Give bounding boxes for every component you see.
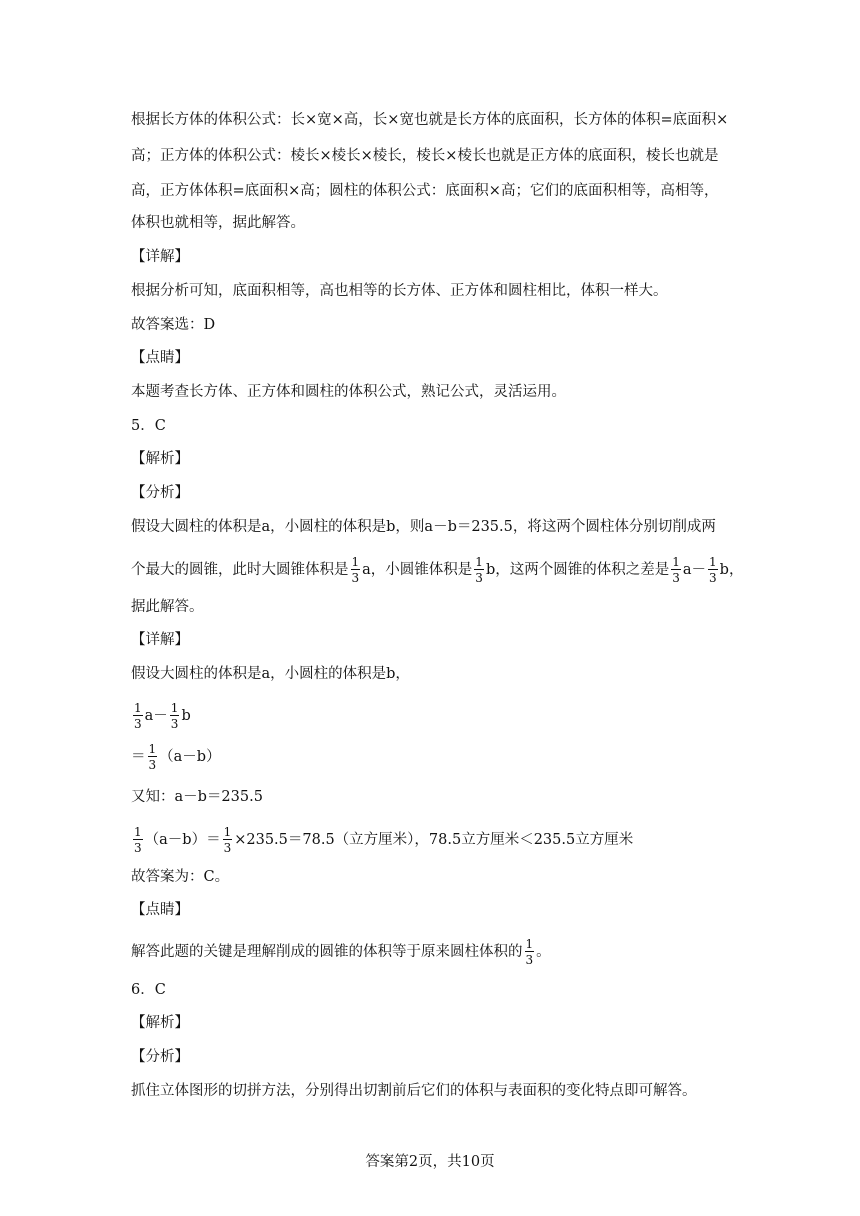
- text-line: 高，正方体体积=底面积×高；圆柱的体积公式：底面积×高；它们的底面积相等，高相等，: [131, 183, 719, 199]
- fraction-one-third: $\frac{1}{3}$: [134, 701, 142, 731]
- fraction-one-third: $\frac{1}{3}$: [525, 937, 534, 967]
- section-header: 【点睛】: [131, 350, 189, 366]
- section-header: 【详解】: [131, 249, 189, 265]
- fraction-one-third: $\frac{1}{3}$: [170, 701, 179, 731]
- fraction-one-third: $\frac{1}{3}$: [475, 555, 483, 585]
- section-header: 【分析】: [131, 485, 189, 501]
- section-header: 【解析】: [131, 1015, 189, 1031]
- calculation-line: ＝ $\frac{1}{3}$ （a－b）: [131, 742, 221, 772]
- answer-line: 故答案选：D: [131, 317, 216, 333]
- section-header: 【点睛】: [131, 902, 189, 918]
- question-number: 6．C: [131, 982, 166, 998]
- fraction-one-third: $\frac{1}{3}$: [148, 742, 157, 772]
- text-line-with-fraction: 解答此题的关键是理解削成的圆锥的体积等于原来圆柱体积的 $\frac{1}{3}$ 。: [131, 937, 551, 967]
- text-line: 假设大圆柱的体积是a，小圆柱的体积是b，: [131, 666, 410, 682]
- text-line: 据此解答。: [131, 599, 204, 615]
- fraction-one-third: $\frac{1}{3}$: [672, 555, 680, 585]
- page-footer: 答案第2页，共10页: [365, 1154, 495, 1170]
- section-header: 【解析】: [131, 451, 189, 467]
- fraction-one-third: $\frac{1}{3}$: [351, 555, 360, 585]
- section-header: 【详解】: [131, 632, 189, 648]
- text-line: 假设大圆柱的体积是a，小圆柱的体积是b，则a－b＝235.5，将这两个圆柱体分别切削成两: [131, 519, 716, 535]
- answer-line: 故答案为：C。: [131, 869, 230, 885]
- calculation-line: $\frac{1}{3}$ （a－b）＝ $\frac{1}{3}$ ×235.5＝78.5（立方厘米），78.5立方厘米＜235.5立方厘米: [134, 825, 634, 855]
- fraction-one-third: $\frac{1}{3}$: [709, 555, 717, 585]
- text-line: 本题考查长方体、正方体和圆柱的体积公式，熟记公式，灵活运用。: [131, 384, 566, 400]
- text-line: 根据长方体的体积公式：长×宽×高，长×宽也就是长方体的底面积，长方体的体积=底面积×: [131, 112, 729, 128]
- fraction-one-third: $\frac{1}{3}$: [223, 825, 232, 855]
- section-header: 【分析】: [131, 1049, 189, 1065]
- text-line-with-fractions: 个最大的圆锥，此时大圆锥体积是 $\frac{1}{3}$ a，小圆锥体积是 $\frac{1}{3}$ b，这两个圆锥的体积之差是 $\frac{1}{3}$ a－ $\frac{1}{3}$ b，: [131, 555, 744, 585]
- calculation-line: $\frac{1}{3}$ a－ $\frac{1}{3}$ b: [134, 701, 191, 731]
- text-line: 高；正方体的体积公式：棱长×棱长×棱长，棱长×棱长也就是正方体的底面积，棱长也就是: [131, 148, 719, 164]
- text-line: 又知：a－b＝235.5: [131, 789, 263, 805]
- fraction-one-third: $\frac{1}{3}$: [134, 825, 142, 855]
- text-line: 抓住立体图形的切拼方法，分别得出切割前后它们的体积与表面积的变化特点即可解答。: [131, 1083, 697, 1099]
- question-number: 5．C: [131, 418, 166, 434]
- text-line: 体积也就相等，据此解答。: [131, 215, 305, 231]
- text-line: 根据分析可知，底面积相等，高也相等的长方体、正方体和圆柱相比，体积一样大。: [131, 283, 668, 299]
